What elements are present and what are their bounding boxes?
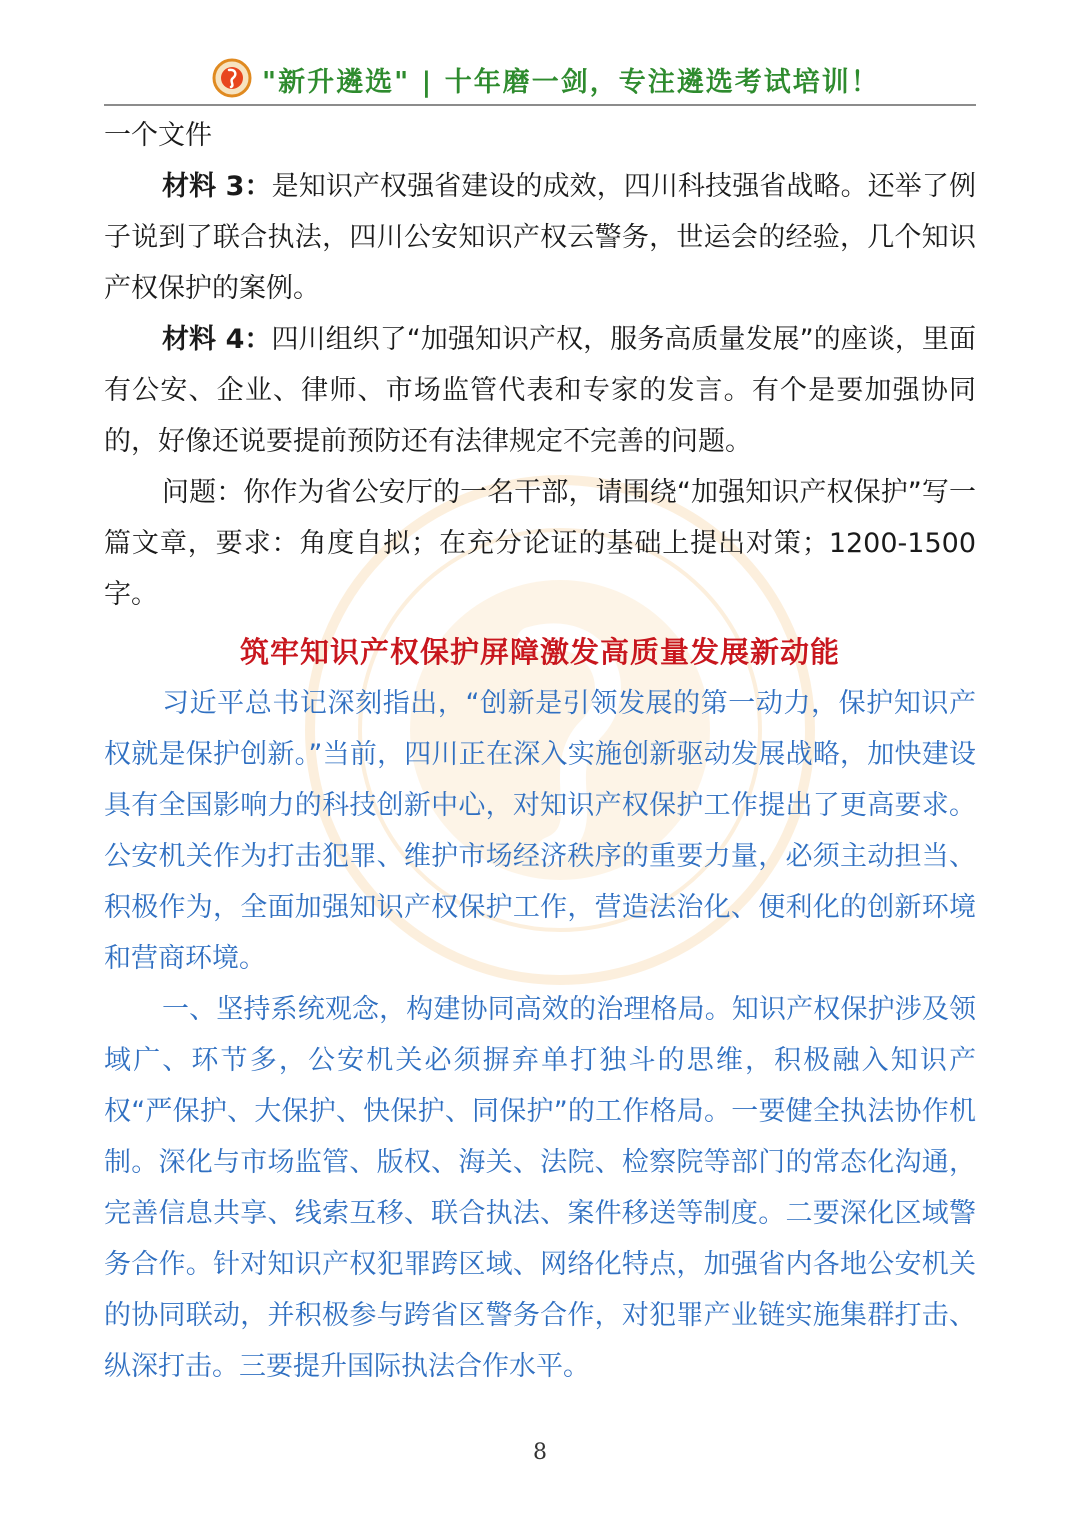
material-continuation: 一个文件	[104, 120, 212, 151]
page-header	[104, 56, 976, 106]
material-4-paragraph	[104, 314, 976, 467]
essay-title: 筑牢知识产权保护屏障激发高质量发展新动能	[239, 635, 840, 669]
material-3-label: 材料 3：	[162, 171, 272, 202]
essay-paragraph-2: 一、坚持系统观念，构建协同高效的治理格局。知识产权保护涉及领域广、环节多，公安机关必须摒弃单打独斗的思维，积极融入知识产权“严保护、大保护、快保护、同保护”的工作格局。一要健全执法协作机制。深化与市场监管、版权、海关、法院、检察院等部门的常态化沟通，完善信息共享、线索互移、联合执法、案件移送等制度。二要深化区域警务合作。针对知识产权犯罪跨区域、网络化特点，加强省内各地公安机关的协同联动，并积极参与跨省区警务合作，对犯罪产业链实施集群打击、纵深打击。三要提升国际执法合作水平。	[104, 994, 976, 1382]
essay-paragraph-1: 习近平总书记深刻指出，“创新是引领发展的第一动力，保护知识产权就是保护创新。”当前，四川正在深入实施创新驱动发展战略，加快建设具有全国影响力的科技创新中心，对知识产权保护工作提出了更高要求。公安机关作为打击犯罪、维护市场经济秩序的重要力量，必须主动担当、积极作为，全面加强知识产权保护工作，营造法治化、便利化的创新环境和营商环境。	[104, 688, 976, 974]
brand-logo-icon	[212, 58, 252, 98]
material-4-label: 材料 4：	[162, 324, 272, 355]
header-slogan: "新升遴选" | 十年磨一剑，专注遴选考试培训！	[262, 67, 880, 98]
material-4-text: 四川组织了“加强知识产权，服务高质量发展”的座谈，里面有公安、企业、律师、市场监管代表和专家的发言。有个是要加强协同的，好像还说要提前预防还有法律规定不完善的问题。	[104, 324, 976, 457]
document-body	[104, 110, 976, 1392]
question-paragraph: 问题：你作为省公安厅的一名干部，请围绕“加强知识产权保护”写一篇文章，要求：角度自拟；在充分论证的基础上提出对策；1200-1500 字。	[104, 477, 976, 610]
material-3-text: 是知识产权强省建设的成效，四川科技强省战略。还举了例子说到了联合执法，四川公安知识产权云警务，世运会的经验，几个知识产权保护的案例。	[104, 171, 976, 304]
material-3-paragraph	[104, 161, 976, 314]
page-number: 8	[533, 1440, 547, 1465]
